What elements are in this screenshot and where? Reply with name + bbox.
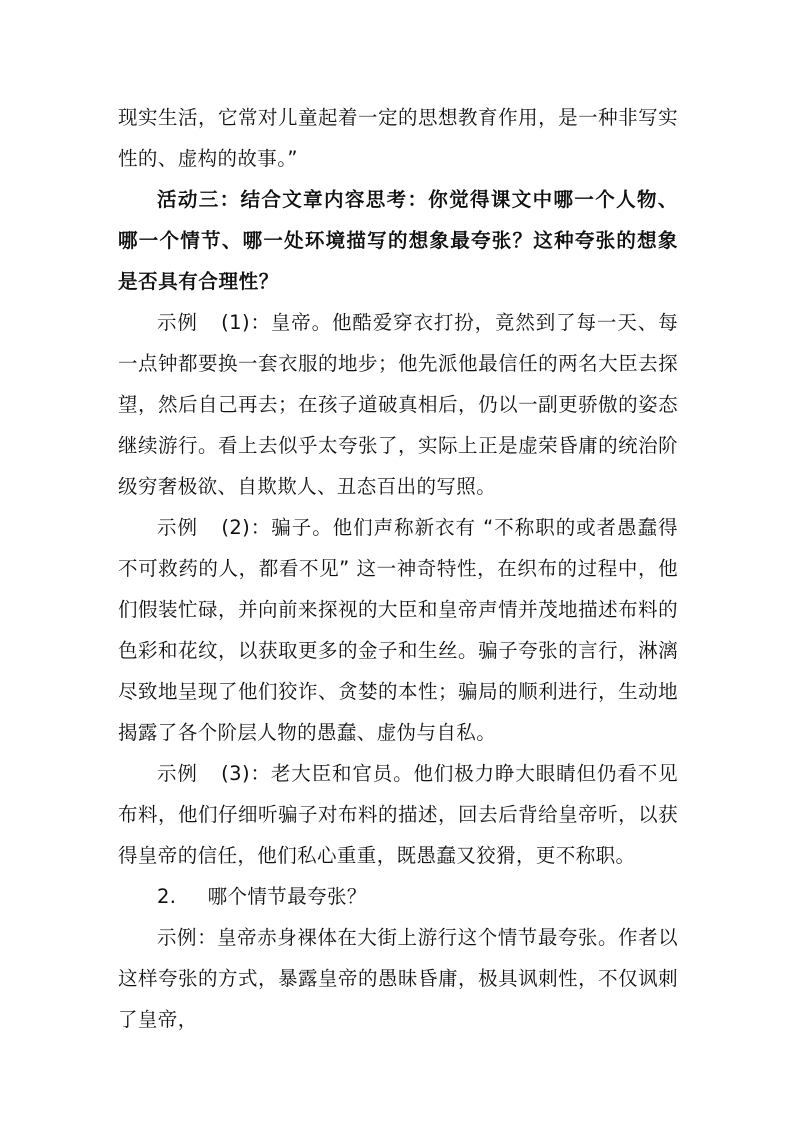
example-text: (2)：骗子。他们声称新衣有 “不称职的或者愚蠢得不可救药的人，都看不见” 这一神奇特性，在织布的过程中，他们假装忙碌，并向前来探视的大臣和皇帝声情并茂地描述布料的色彩和花纹，以获取更多的金子和生丝。骗子夸张的言行，淋漓尽致地呈现了他们狡诈、贪婪的本性；骗局的顺利进行，生动地揭露了各个阶层人物的愚蠢、虚伪与自私。 xyxy=(118,516,678,744)
example-text: (3)：老大臣和官员。他们极力睁大眼睛但仍看不见布料，他们仔细听骗子对布料的描述，回去后背给皇帝听，以获得皇帝的信任，他们私心重重，既愚蠢又狡猾，更不称职。 xyxy=(118,762,678,867)
activity-three-heading xyxy=(118,179,678,302)
question-2-example-paragraph xyxy=(118,917,678,1040)
paragraph-text: 现实生活，它常对儿童起着一定的思想教育作用，是一种非写实性的、虚构的故事。” xyxy=(118,106,678,170)
example-text: 示例：皇帝赤身裸体在大街上游行这个情节最夸张。作者以这样夸张的方式，暴露皇帝的愚昧昏庸，极具讽刺性，不仅讽刺了皇帝， xyxy=(118,926,678,1031)
list-number: 2. xyxy=(157,885,177,908)
example-2-paragraph xyxy=(118,507,678,753)
paragraph-fairy-tale-definition xyxy=(118,97,678,179)
example-3-paragraph xyxy=(118,753,678,876)
document-body xyxy=(118,97,678,1040)
heading-text: 活动三：结合文章内容思考：你觉得课文中哪一个人物、哪一个情节、哪一处环境描写的想象最夸张？这种夸张的想象是否具有合理性？ xyxy=(118,188,678,293)
example-1-paragraph xyxy=(118,302,678,507)
question-2-paragraph xyxy=(118,876,678,917)
example-label: 示例 xyxy=(157,516,198,539)
question-text: 哪个情节最夸张？ xyxy=(207,885,367,908)
example-label: 示例 xyxy=(157,311,198,334)
example-label: 示例 xyxy=(157,762,198,785)
example-text: (1)：皇帝。他酷爱穿衣打扮，竟然到了每一天、每一点钟都要换一套衣服的地步；他先派他最信任的两名大臣去探望，然后自己再去；在孩子道破真相后，仍以一副更骄傲的姿态继续游行。看上去似乎太夸张了，实际上正是虚荣昏庸的统治阶级穷奢极欲、自欺欺人、丑态百出的写照。 xyxy=(118,311,678,498)
